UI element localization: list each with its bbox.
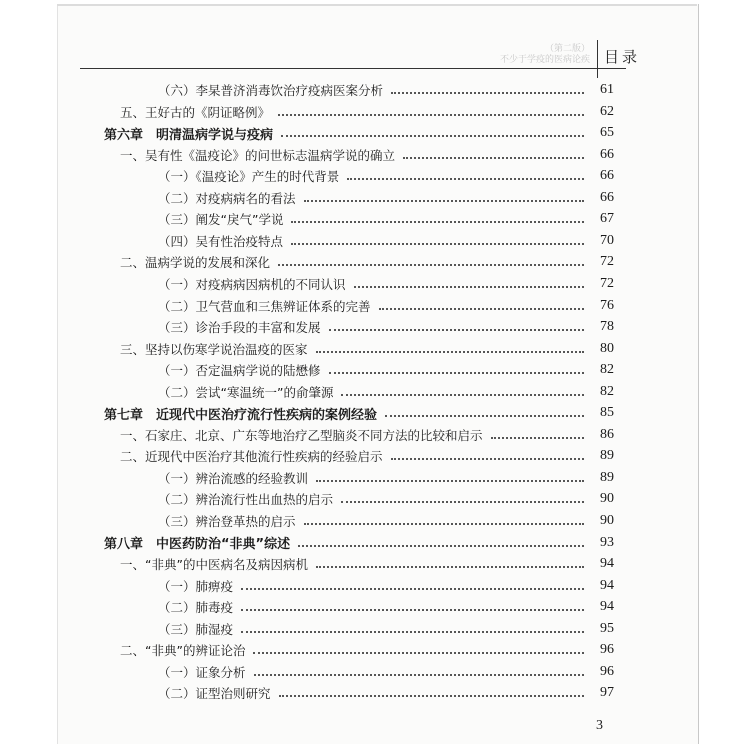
toc-entry-label: （一）否定温病学说的陆懋修 <box>158 363 321 379</box>
header-divider <box>597 40 598 78</box>
bleed-line: （第二版） <box>544 44 590 54</box>
dot-leader <box>403 157 584 159</box>
toc-entry[interactable] <box>0 360 750 380</box>
bleed-line: 不少于学疫的医病论疾 <box>499 55 590 65</box>
toc-entry[interactable] <box>0 511 750 531</box>
toc-entry-label: （二）卫气营血和三焦辨证体系的完善 <box>158 298 371 314</box>
toc-entry-label: （二）肺毒疫 <box>158 600 234 616</box>
toc-entry-label: （一）肺痹疫 <box>158 578 234 594</box>
toc-entry-label: （二）证型治则研究 <box>158 686 271 702</box>
toc-entry-label: （二）对疫病病名的看法 <box>158 190 296 206</box>
toc-entry-label: 第七章 近现代中医治疗流行性疾病的案例经验 <box>104 407 378 423</box>
toc-entry-page: 96 <box>600 663 614 679</box>
toc-entry-page: 89 <box>600 448 614 464</box>
toc-entry[interactable] <box>0 554 750 574</box>
dot-leader <box>379 308 584 310</box>
dot-leader <box>241 631 584 633</box>
toc-entry-label: （三）诊治手段的丰富和发展 <box>158 320 321 336</box>
dot-leader <box>279 695 584 697</box>
toc-entry[interactable] <box>0 209 750 229</box>
toc-entry-label: （一）对疫病病因病机的不同认识 <box>158 276 346 292</box>
dot-leader <box>341 501 584 503</box>
toc-entry[interactable] <box>0 252 750 272</box>
toc-entry-page: 61 <box>600 82 614 97</box>
toc-chapter-entry[interactable] <box>0 123 750 143</box>
dot-leader <box>254 674 584 676</box>
toc-entry-page: 82 <box>600 362 614 378</box>
toc-entry[interactable] <box>0 102 750 122</box>
dot-leader <box>291 243 584 245</box>
toc-entry-label: （四）吴有性治疫特点 <box>158 233 284 249</box>
toc-entry-page: 93 <box>600 534 614 550</box>
toc-entry-page: 65 <box>600 125 614 141</box>
toc-entry[interactable] <box>0 468 750 488</box>
dot-leader <box>347 178 584 180</box>
toc-entry[interactable] <box>0 166 750 186</box>
toc-entry[interactable] <box>0 296 750 316</box>
toc-entry-label: （一）《温疫论》产生的时代背景 <box>158 169 340 185</box>
toc-entry-label: 一、吴有性《温疫论》的问世标志温病学说的确立 <box>120 147 396 163</box>
dot-leader <box>391 458 584 460</box>
toc-entry-label: 第八章 中医药防治“非典”综述 <box>104 537 291 553</box>
toc-entry-label: 二、近现代中医治疗其他流行性疾病的经验启示 <box>120 449 383 465</box>
toc-entry[interactable] <box>0 80 750 100</box>
toc-entry[interactable] <box>0 446 750 466</box>
dot-leader <box>281 135 584 137</box>
dot-leader <box>278 114 584 116</box>
toc-entry-label: （三）辨治登革热的启示 <box>158 514 296 529</box>
toc-entry-page: 90 <box>600 513 614 528</box>
toc-entry-label: （三）肺湿疫 <box>158 621 234 637</box>
toc-entry-page: 94 <box>600 577 614 593</box>
toc-entry-label: （三）阐发“戾气”学说 <box>158 212 284 228</box>
toc-entry[interactable] <box>0 576 750 596</box>
toc-entry-page: 96 <box>600 642 614 658</box>
toc-entry-page: 94 <box>600 599 614 615</box>
toc-entry-label: 第六章 明清温病学说与疫病 <box>104 127 274 143</box>
dot-leader <box>304 200 584 202</box>
dot-leader <box>304 523 584 525</box>
toc-entry-page: 67 <box>600 211 614 227</box>
toc-entry-page: 62 <box>600 103 614 119</box>
toc-chapter-entry[interactable] <box>0 403 750 423</box>
toc-entry[interactable] <box>0 317 750 337</box>
page-number: 3 <box>596 718 603 733</box>
toc-entry[interactable] <box>0 425 750 445</box>
toc-entry-page: 66 <box>600 189 614 205</box>
toc-entry-label: 一、石家庄、北京、广东等地治疗乙型脑炎不同方法的比较和启示 <box>120 427 483 443</box>
toc-entry[interactable] <box>0 640 750 660</box>
toc-entry-page: 86 <box>600 426 614 442</box>
toc-entry-page: 70 <box>600 232 614 248</box>
toc-entry[interactable] <box>0 188 750 208</box>
toc-entry-page: 95 <box>600 620 614 636</box>
toc-entry-label: 二、温病学说的发展和深化 <box>120 255 271 271</box>
dot-leader <box>298 545 584 547</box>
dot-leader <box>329 372 584 374</box>
dot-leader <box>491 437 584 439</box>
dot-leader <box>341 394 584 396</box>
toc-entry[interactable] <box>0 597 750 617</box>
toc-entry-page: 66 <box>600 168 614 184</box>
dot-leader <box>316 566 584 568</box>
toc-entry-label: 二、“非典”的辨证论治 <box>120 643 246 659</box>
dot-leader <box>278 264 584 266</box>
dot-leader <box>316 351 584 353</box>
header-rule <box>80 68 626 69</box>
dot-leader <box>391 92 584 94</box>
toc-entry[interactable] <box>0 662 750 682</box>
toc-entry-page: 72 <box>600 254 614 270</box>
toc-entry[interactable] <box>0 145 750 165</box>
toc-entry[interactable] <box>0 231 750 251</box>
toc-entry[interactable] <box>0 339 750 359</box>
toc-entry-page: 94 <box>600 556 614 572</box>
toc-entry-label: （二）尝试“寒温统一”的俞肇源 <box>158 384 334 400</box>
dot-leader <box>316 480 584 482</box>
toc-entry-label: 一、“非典”的中医病名及病因病机 <box>120 557 308 573</box>
dot-leader <box>329 329 584 331</box>
toc-entry-page: 80 <box>600 340 614 356</box>
toc-entry-page: 90 <box>600 491 614 507</box>
toc-entry-page: 85 <box>600 405 614 421</box>
bleed-through-text <box>430 44 590 66</box>
toc-chapter-entry[interactable] <box>0 533 750 553</box>
toc-entry-page: 76 <box>600 297 614 313</box>
toc-entry-page: 78 <box>600 319 614 335</box>
dot-leader <box>241 588 584 590</box>
toc-entry-page: 72 <box>600 275 614 291</box>
toc-entry-label: 五、王好古的《阴证略例》 <box>120 104 271 120</box>
toc-entry[interactable] <box>0 382 750 402</box>
toc-entry[interactable] <box>0 683 750 703</box>
page-top-edge <box>57 4 697 6</box>
dot-leader <box>291 221 584 223</box>
toc-entry-page: 82 <box>600 383 614 399</box>
dot-leader <box>241 609 584 611</box>
toc-entry-label: 三、坚持以伤寒学说治温疫的医家 <box>120 341 308 357</box>
toc-entry-label: （二）辨治流行性出血热的启示 <box>158 492 334 508</box>
dot-leader <box>385 415 584 417</box>
toc-entry-page: 66 <box>600 146 614 162</box>
toc-entry-label: （一）证象分析 <box>158 664 246 680</box>
toc-entry-page: 89 <box>600 469 614 485</box>
toc-entry-label: （六）李杲普济消毒饮治疗疫病医案分析 <box>158 83 384 98</box>
dot-leader <box>354 286 584 288</box>
toc-entry[interactable] <box>0 274 750 294</box>
dot-leader <box>253 652 584 654</box>
toc-entry[interactable] <box>0 489 750 509</box>
toc-entry[interactable] <box>0 619 750 639</box>
toc-entry-label: （一）辨治流感的经验教训 <box>158 470 309 486</box>
toc-entry-page: 97 <box>600 685 614 701</box>
running-header-title: 目录 <box>604 48 641 66</box>
